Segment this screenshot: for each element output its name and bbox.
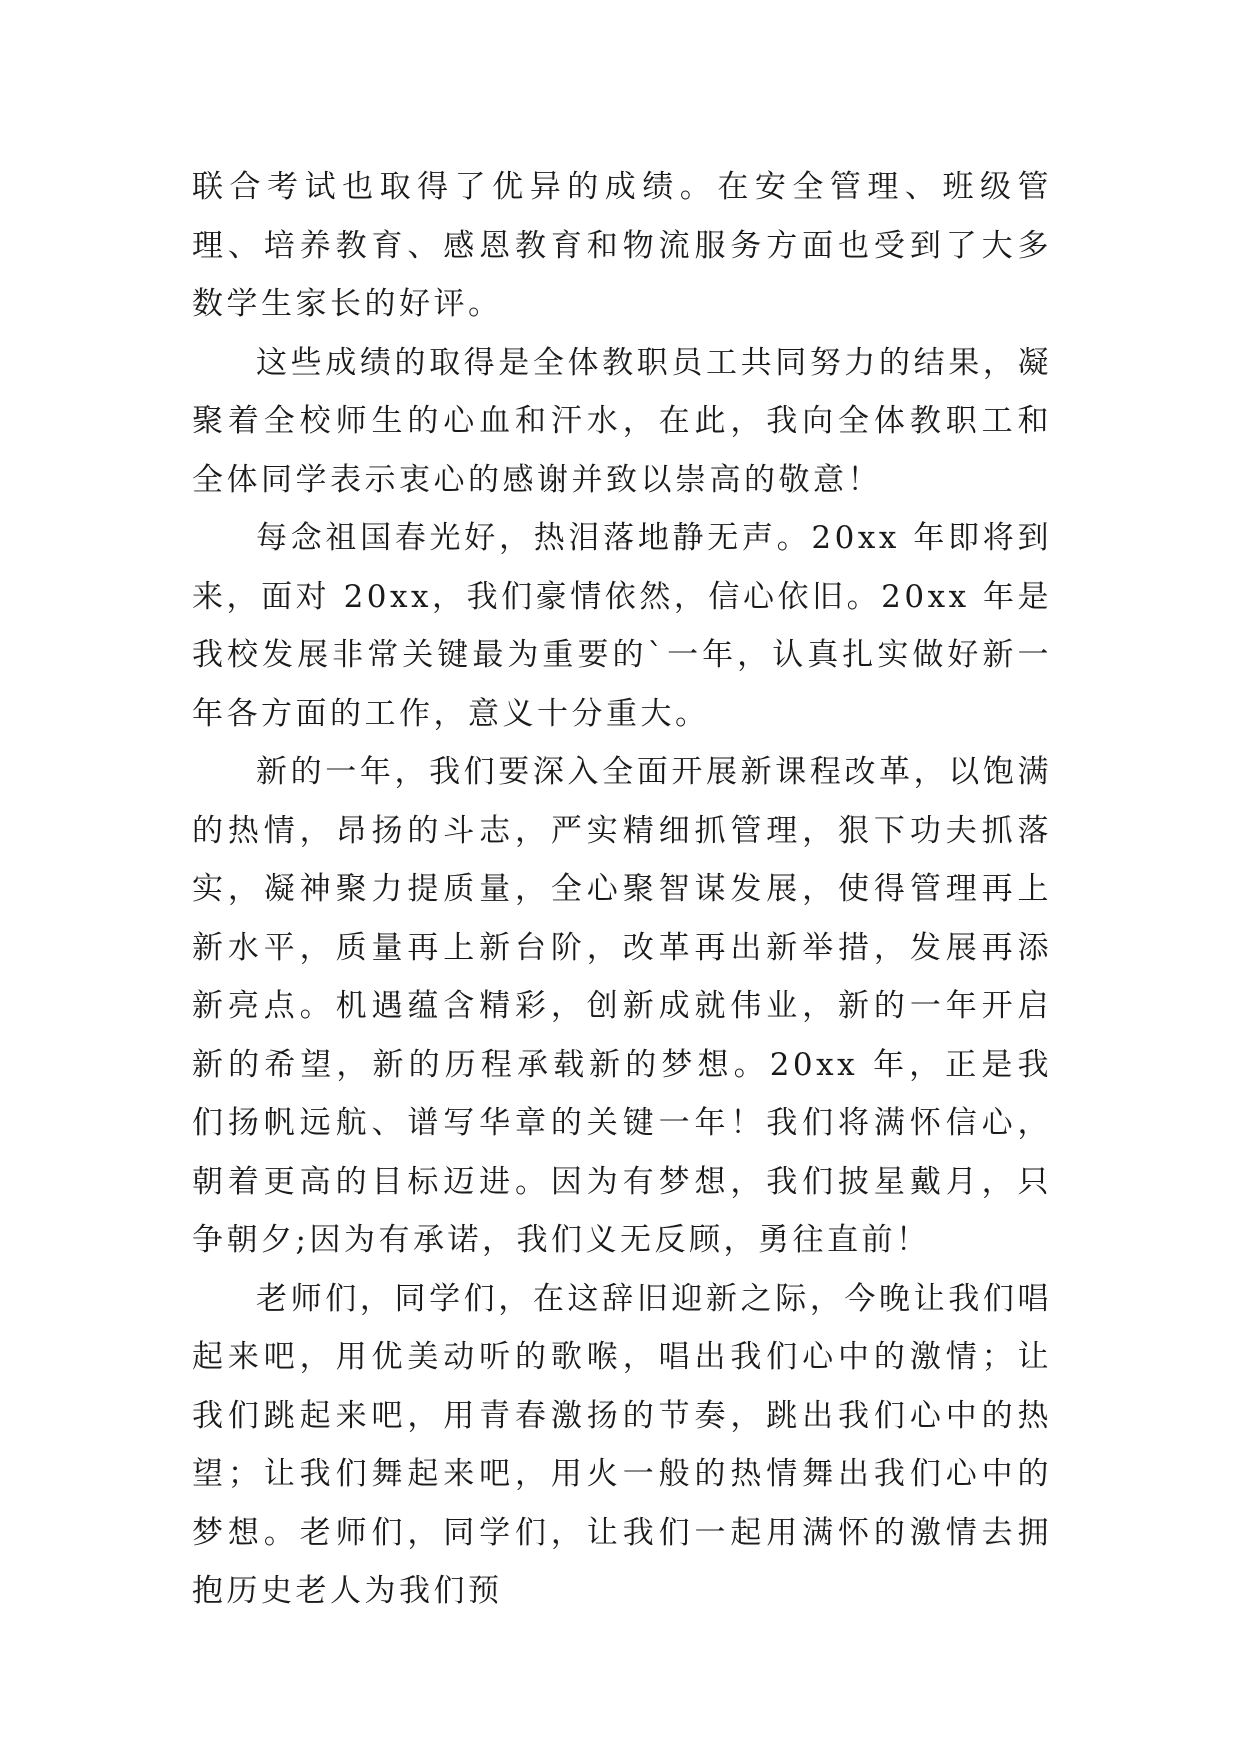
paragraph-3: 每念祖国春光好，热泪落地静无声。20xx 年即将到来，面对 20xx，我们豪情依然，信心依旧。20xx 年是我校发展非常关键最为重要的`一年，认真扎实做好新一年各方面的工作，意义十分重大。 [192, 520, 1052, 732]
paragraph-4: 新的一年，我们要深入全面开展新课程改革，以饱满的热情，昂扬的斗志，严实精细抓管理，狠下功夫抓落实，凝神聚力提质量，全心聚智谋发展，使得管理再上新水平，质量再上新台阶，改革再出新举措，发展再添新亮点。机遇蕴含精彩，创新成就伟业，新的一年开启新的希望，新的历程承载新的梦想。20xx 年，正是我们扬帆远航、谱写华章的关键一年！我们将满怀信心，朝着更高的目标迈进。因为有梦想，我们披星戴月，只争朝夕;因为有承诺，我们义无反顾，勇往直前！ [192, 754, 1052, 1258]
body-text [192, 158, 1052, 1621]
paragraph-2: 这些成绩的取得是全体教职员工共同努力的结果，凝聚着全校师生的心血和汗水，在此，我向全体教职工和全体同学表示衷心的感谢并致以崇高的敬意！ [192, 344, 1052, 498]
paragraph-5: 老师们，同学们，在这辞旧迎新之际，今晚让我们唱起来吧，用优美动听的歌喉，唱出我们心中的激情；让我们跳起来吧，用青春激扬的节奏，跳出我们心中的热望；让我们舞起来吧，用火一般的热情舞出我们心中的梦想。老师们，同学们，让我们一起用满怀的激情去拥抱历史老人为我们预 [192, 1280, 1052, 1609]
paragraph-1: 联合考试也取得了优异的成绩。在安全管理、班级管理、培养教育、感恩教育和物流服务方面也受到了大多数学生家长的好评。 [192, 169, 1052, 322]
